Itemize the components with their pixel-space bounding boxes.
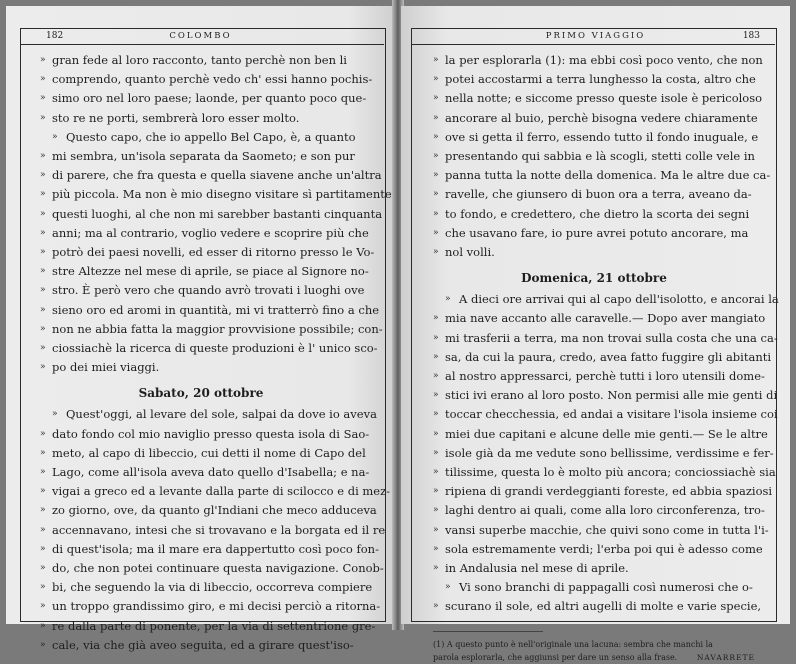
text-line [433,559,755,578]
guillemet-mark: » [433,74,439,85]
text-line [40,109,362,128]
line-text: presentando qui sabbia e là scogli, stetti colle vele in [445,149,755,164]
guillemet-mark: » [40,447,46,458]
guillemet-mark: » [433,170,439,181]
guillemet-mark: » [40,170,46,181]
guillemet-mark: » [40,428,46,439]
text-line [433,89,763,108]
date-heading: Domenica, 21 ottobre [521,271,667,286]
text-line [433,185,755,204]
text-line [433,166,771,185]
text-line [40,51,362,70]
text-line [433,386,778,405]
text-line [40,320,383,339]
guillemet-mark: » [433,332,439,343]
guillemet-mark: » [445,294,451,305]
paragraph-group [40,405,391,655]
text-line [433,540,763,559]
line-text: tilissime, questa lo è molto più ancora; conciossiachè sia [445,465,776,480]
text-line [40,70,373,89]
line-text: sieno oro ed aromi in quantità, mi vi tratterrò fino a che [52,302,380,317]
text-line [40,128,362,147]
text-line [433,290,779,309]
footnote [433,651,755,664]
text-line [40,405,377,424]
guillemet-mark: » [40,266,46,277]
line-text: bi, che seguendo la via di libeccio, occorreva compiere [52,580,373,595]
line-text: mi sembra, un'isola separata da Saometo; e son pur [52,149,355,164]
header-rule [20,44,384,45]
paragraph-group [433,290,779,616]
line-text: un troppo grandissimo giro, e mi decisi perciò a ritorna- [52,599,381,614]
text-line [40,147,362,166]
text-line [433,405,778,424]
line-text: non ne abbia fatta la maggior provvisione possibile; con- [52,321,383,336]
line-text: isole già da me vedute sono bellissime, verdissime e fer- [445,445,774,460]
page-number: 183 [742,31,760,41]
running-head: COLOMBO [169,31,232,41]
right-text-block [433,51,779,664]
line-text: Questo capo, che io appello Bel Capo, è, a quanto [66,129,356,144]
guillemet-mark: » [40,189,46,200]
line-text: al nostro appressarci, perchè tutti i loro utensili dome- [445,369,765,384]
guillemet-mark: » [433,189,439,200]
guillemet-mark: » [40,93,46,104]
text-line [433,348,772,367]
line-text: meto, al capo di libeccio, cui detti il nome di Capo del [52,445,366,460]
line-text: vansi superbe macchie, che quivi sono come in tutta l'i- [445,522,769,537]
page-number: 182 [46,31,64,41]
text-line [433,501,765,520]
page-header [401,28,790,44]
paragraph-group [40,51,392,377]
line-text: di quest'isola; ma il mare era dappertutto così poco fon- [52,541,379,556]
paragraph-group [433,51,771,262]
text-line [40,597,381,616]
guillemet-mark: » [40,227,46,238]
text-line [40,339,378,358]
guillemet-mark: » [40,208,46,219]
line-text: accennavano, intesi che si trovavano e la borgata ed il re [52,522,386,537]
guillemet-mark: » [40,639,46,650]
text-line [40,89,367,108]
line-text: questi luoghi, al che non mi sarebber bastanti cinquanta [52,206,383,221]
line-text: A dieci ore arrivai qui al capo dell'isolotto, e ancorai la [459,292,779,307]
guillemet-mark: » [433,112,439,123]
guillemet-mark: » [433,428,439,439]
guillemet-mark: » [433,409,439,420]
text-line [433,463,776,482]
footnote [433,638,755,651]
guillemet-mark: » [433,208,439,219]
text-line [433,224,755,243]
line-text: Quest'oggi, al levare del sole, salpai da dove io aveva [66,407,377,422]
line-text: to fondo, e credettero, che dietro la scorta dei segni [445,206,750,221]
line-text: do, che non potei continuare questa navigazione. Conob- [52,561,384,576]
guillemet-mark: » [40,343,46,354]
guillemet-mark: » [40,620,46,631]
guillemet-mark: » [40,601,46,612]
text-line [40,636,362,655]
text-line [40,540,379,559]
guillemet-mark: » [40,582,46,593]
guillemet-mark: » [40,285,46,296]
guillemet-mark: » [40,524,46,535]
guillemet-mark: » [433,505,439,516]
left-page [6,6,395,652]
text-line [433,597,762,616]
line-text: cale, via che già aveo seguita, ed a girare quest'iso- [52,637,354,652]
text-line [433,309,766,328]
line-text: in Andalusia nel mese di aprile. [445,561,629,576]
guillemet-mark: » [433,131,439,142]
line-text: toccar checchessia, ed andai a visitare l'isola insieme coi [445,407,778,422]
text-line [433,425,768,444]
line-text: miei due capitani e alcune delle mie genti.— Se le altre [445,426,768,441]
guillemet-mark: » [40,74,46,85]
text-line [40,501,377,520]
line-text: ancorare al buio, perchè bisogna vedere chiaramente [445,110,758,125]
line-text: simo oro nel loro paese; laonde, per quanto poco que- [52,91,367,106]
guillemet-mark: » [433,247,439,258]
text-line [40,262,369,281]
line-text: di parere, che fra questa e quella siavene anche un'altra [52,168,382,183]
line-text: po dei miei viaggi. [52,360,160,375]
line-text: più piccola. Ma non è mio disegno visitare sì partitamente [52,187,392,202]
line-text: panna tutta la notte della domenica. Ma le altre due ca- [445,168,771,183]
line-text: sola estremamente verdi; l'erba poi qui è adesso come [445,541,763,556]
guillemet-mark: » [40,323,46,334]
line-text: comprendo, quanto perchè vedo ch' essi hanno pochis- [52,72,373,87]
guillemet-mark: » [40,467,46,478]
page-header [6,28,395,44]
text-line [433,482,773,501]
line-text: re dalla parte di ponente, per la via di settentrione gre- [52,618,376,633]
guillemet-mark: » [40,505,46,516]
text-line [433,444,774,463]
guillemet-mark: » [445,582,451,593]
footnote-line: parola esplorarla, che aggiunsi per dare un senso alla frase. [433,652,678,662]
line-text: Vi sono branchi di pappagalli così numerosi che o- [459,580,753,595]
guillemet-mark: » [52,409,58,420]
guillemet-mark: » [433,151,439,162]
line-text: Lago, come all'isola aveva dato quello d'Isabella; e na- [52,465,370,480]
text-line [433,521,769,540]
line-text: mia nave accanto alle caravelle.— Dopo aver mangiato [445,311,766,326]
line-text: sa, da cui la paura, credo, avea fatto fuggire gli abitanti [445,349,772,364]
left-text-block [40,51,392,655]
text-line [433,578,755,597]
text-line [40,301,380,320]
text-line [40,185,392,204]
line-text: mi trasferii a terra, ma non trovai sulla costa che una ca- [445,330,778,345]
footnote-rule [433,631,543,632]
guillemet-mark: » [433,447,439,458]
guillemet-mark: » [40,486,46,497]
date-heading: Sabato, 20 ottobre [138,386,264,401]
line-text: potei accostarmi a terra lunghesso la costa, altro che [445,72,756,87]
guillemet-mark: » [433,93,439,104]
text-line [40,358,362,377]
text-line [433,70,755,89]
line-text: che usavano fare, io pure avrei potuto ancorare, ma [445,225,749,240]
footnote-line: (1) A questo punto è nell'originale una lacuna: sembra che manchi la [433,639,713,649]
line-text: sto re ne porti, sembrerà loro esser molto. [52,110,300,125]
footnote-author: NAVARRETE [696,652,755,662]
text-line [40,224,369,243]
text-line [433,109,758,128]
guillemet-mark: » [433,55,439,65]
guillemet-mark: » [433,371,439,382]
guillemet-mark: » [40,247,46,258]
line-text: nol volli. [445,245,495,260]
line-text: ciossiachè la ricerca di queste produzioni è l' unico sco- [52,341,378,356]
guillemet-mark: » [40,304,46,315]
text-line [40,578,373,597]
running-head: PRIMO VIAGGIO [545,31,646,41]
header-rule [411,44,775,45]
guillemet-mark: » [433,524,439,535]
guillemet-mark: » [433,390,439,401]
text-line [433,51,763,70]
text-line [40,281,365,300]
right-page [401,6,790,662]
guillemet-mark: » [52,131,58,142]
guillemet-mark: » [40,563,46,574]
line-text: ove si getta il ferro, essendo tutto il fondo inuguale, e [445,129,759,144]
text-line [433,205,755,224]
guillemet-mark: » [433,563,439,574]
text-line [40,425,370,444]
guillemet-mark: » [40,112,46,123]
text-line [40,521,386,540]
text-line [433,128,759,147]
line-text: scurano il sole, ed altri augelli di molte e varie specie, [445,599,762,614]
line-text: la per esplorarla (1): ma ebbi così poco vento, che non [445,53,763,67]
line-text: anni; ma al contrario, voglio vedere e scoprire più che [52,225,369,240]
guillemet-mark: » [433,227,439,238]
text-line [433,243,755,262]
guillemet-mark: » [433,313,439,324]
guillemet-mark: » [40,151,46,162]
line-text: nella notte; e siccome presso queste isole è pericoloso [445,91,763,106]
text-line [40,617,376,636]
line-text: stre Altezze nel mese di aprile, se piace al Signore no- [52,264,369,279]
line-text: gran fede al loro racconto, tanto perchè non ben li [52,53,347,67]
text-line [40,205,383,224]
line-text: stro. È però vero che quando avrò trovati i luoghi ove [52,283,365,298]
text-line [433,367,765,386]
line-text: ripiena di grandi verdeggianti foreste, ed abbia spaziosi [445,484,773,499]
guillemet-mark: » [40,543,46,554]
text-line [40,559,384,578]
guillemet-mark: » [433,467,439,478]
text-line [40,463,370,482]
text-line [433,147,755,166]
line-text: laghi dentro ai quali, come alla loro circonferenza, tro- [445,503,765,518]
line-text: stici ivi erano al loro posto. Non permisi alle mie genti di [445,388,778,403]
text-line [433,329,778,348]
line-text: dato fondo col mio naviglio presso questa isola di Sao- [52,426,370,441]
line-text: potrò dei paesi novelli, ed esser di ritorno presso le Vo- [52,245,375,260]
line-text: vigai a greco ed a levante dalla parte di scilocco e di mez- [52,484,391,499]
text-line [40,482,391,501]
text-line [40,166,382,185]
text-line [40,444,366,463]
guillemet-mark: » [433,543,439,554]
guillemet-mark: » [40,55,46,65]
text-line [40,243,375,262]
guillemet-mark: » [433,351,439,362]
line-text: ravelle, che giunsero di buon ora a terra, aveano da- [445,187,752,202]
guillemet-mark: » [433,601,439,612]
guillemet-mark: » [40,362,46,373]
line-text: zo giorno, ove, da quanto gl'Indiani che meco adduceva [52,503,377,518]
guillemet-mark: » [433,486,439,497]
